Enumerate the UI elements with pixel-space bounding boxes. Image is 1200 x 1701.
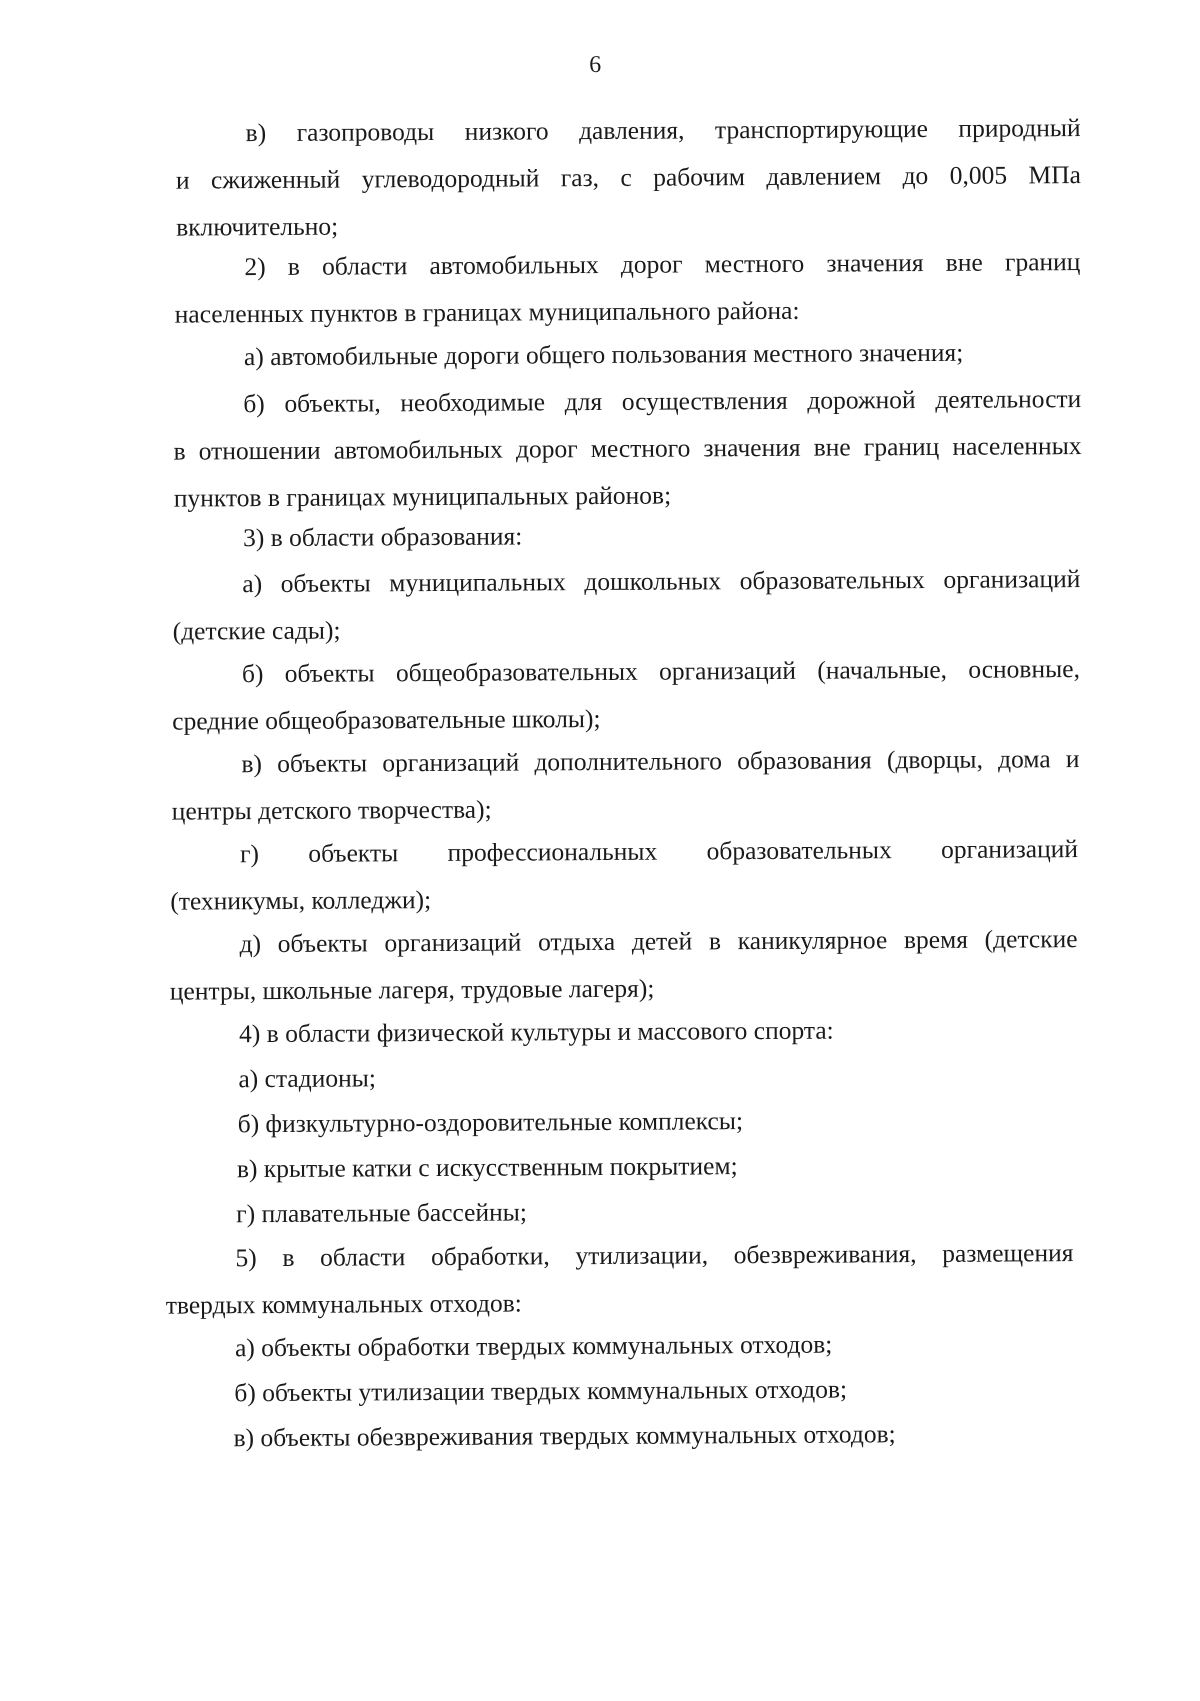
paragraph-line: населенных пунктов в границах муниципального района: [174, 295, 800, 329]
paragraph-line: пунктов в границах муниципальных районов; [173, 480, 672, 513]
paragraph-gas-pipelines [175, 104, 1081, 251]
paragraph-line: твердых коммунальных отходов: [165, 1288, 522, 1320]
paragraph-line: а) стадионы; [238, 1063, 376, 1094]
paragraph-line: и сжиженный углеводородный газ, с рабочим давлением до 0,005 МПа [175, 160, 1081, 195]
paragraph-line: в) объекты организаций дополнительного образования (дворцы, дома и [241, 744, 1080, 779]
paragraph-line: а) автомобильные дороги общего пользования местного значения; [243, 337, 964, 372]
paragraph-line: г) объекты профессиональных образовательных организаций [239, 834, 1079, 869]
paragraph-line: д) объекты организаций отдыха детей в каникулярное время (детские [239, 924, 1078, 959]
paragraph-line: в) крытые катки с искусственным покрытием; [236, 1151, 738, 1184]
paragraph-line: б) объекты утилизации твердых коммунальных отходов; [234, 1374, 848, 1408]
paragraph-line: а) объекты муниципальных дошкольных образовательных организаций [242, 564, 1081, 599]
paragraph-line: б) объекты, необходимые для осуществления дорожной деятельности [243, 384, 1082, 419]
paragraph-line: центры, школьные лагеря, трудовые лагеря); [169, 973, 655, 1006]
paragraph-line: 4) в области физической культуры и массового спорта: [239, 1015, 834, 1049]
paragraph-line: в отношении автомобильных дорог местного значения вне границ населенных [173, 431, 1082, 466]
paragraph-line: (детские сады); [172, 615, 341, 646]
paragraph-waste-a [235, 1319, 1075, 1371]
paragraph-line: (техникумы, колледжи); [170, 885, 432, 916]
paragraph-line: в) объекты обезвреживания твердых коммунальных отходов; [233, 1419, 896, 1453]
paragraph-roads-b [173, 375, 1082, 522]
paragraph-education-d [169, 915, 1078, 1015]
paragraph-sport-v [237, 1140, 1077, 1192]
paragraph-education-g [170, 825, 1079, 925]
paragraph-line: центры детского творчества); [171, 794, 492, 826]
paragraph-line: г) плавательные бассейны; [236, 1197, 528, 1229]
paragraph-education-b [172, 645, 1081, 745]
paragraph-waste-b [234, 1364, 1074, 1416]
paragraph-line: в) газопроводы низкого давления, транспортирующие природный [245, 113, 1081, 148]
paragraph-roads-heading [174, 238, 1081, 338]
paragraph-sport-heading [239, 1005, 1079, 1057]
paragraph-line: а) объекты обработки твердых коммунальных отходов; [234, 1329, 833, 1363]
paragraph-education-heading [243, 509, 1083, 561]
paragraph-waste-heading [165, 1229, 1074, 1329]
paragraph-sport-a [238, 1050, 1078, 1102]
paragraph-line: 5) в области обработки, утилизации, обезвреживания, размещения [235, 1238, 1074, 1273]
paragraph-line: 2) в области автомобильных дорог местного значения вне границ [244, 247, 1081, 282]
page-number: 6 [589, 51, 602, 79]
paragraph-line: б) физкультурно-оздоровительные комплексы; [237, 1106, 744, 1139]
paragraph-line: б) объекты общеобразовательных организаций (начальные, основные, [241, 654, 1080, 689]
paragraph-education-a [172, 555, 1081, 655]
paragraph-education-v [171, 735, 1080, 835]
paragraph-line: включительно; [176, 211, 339, 242]
paragraph-sport-b [238, 1095, 1078, 1147]
paragraph-line: средние общеобразовательные школы); [172, 703, 601, 736]
paragraph-line: 3) в области образования: [242, 521, 523, 553]
paragraph-waste-v [233, 1409, 1073, 1461]
paragraph-roads-a [244, 328, 1084, 380]
